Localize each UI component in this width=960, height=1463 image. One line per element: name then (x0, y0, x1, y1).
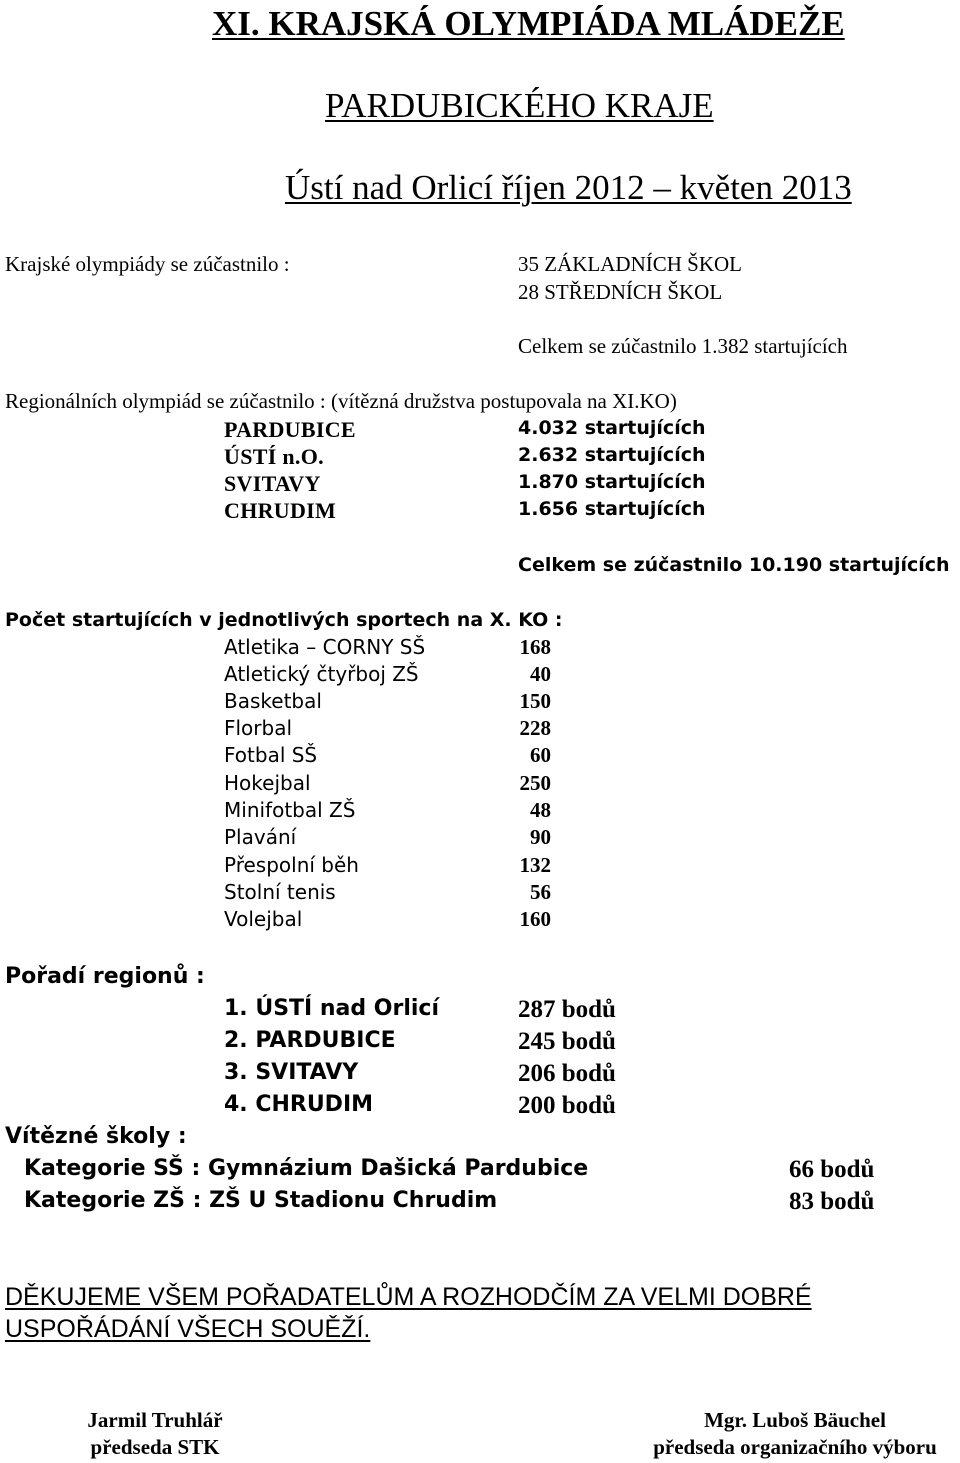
regional-value: 1.656 startujících (518, 498, 706, 520)
sport-count: 48 (530, 798, 551, 822)
sports-label: Počet startujících v jednotlivých sportech na X. KO : (5, 609, 563, 631)
signature-role: předseda STK (90, 1435, 220, 1459)
regional-name: SVITAVY (224, 471, 321, 496)
ranking-label: Pořadí regionů : (5, 964, 205, 989)
county-basic-schools: 35 ZÁKLADNÍCH ŠKOL (518, 252, 742, 276)
sport-name: Fotbal SŠ (224, 743, 318, 767)
ranking-place: 3. SVITAVY (224, 1060, 359, 1085)
county-label: Krajské olympiády se zúčastnilo : (5, 252, 290, 276)
thanks-line-2: USPOŘÁDÁNÍ VŠECH SOUĚŽÍ. (5, 1315, 371, 1343)
regional-total: Celkem se zúčastnilo 10.190 startujících (518, 554, 950, 576)
sport-count: 60 (530, 743, 551, 767)
sport-name: Minifotbal ZŠ (224, 798, 356, 822)
regional-label: Regionálních olympiád se zúčastnilo : (vítězná družstva postupovala na XI.KO) (5, 389, 677, 413)
sport-name: Hokejbal (224, 771, 311, 795)
winner-points: 66 bodů (789, 1156, 875, 1183)
title-line-1: XI. KRAJSKÁ OLYMPIÁDA MLÁDEŽE (212, 4, 845, 43)
winner-category: Kategorie ZŠ : ZŠ U Stadionu Chrudim (24, 1188, 498, 1213)
sport-name: Florbal (224, 716, 293, 740)
regional-value: 1.870 startujících (518, 471, 706, 493)
title-line-3: Ústí nad Orlicí říjen 2012 – květen 2013 (285, 168, 852, 207)
sport-name: Stolní tenis (224, 880, 336, 904)
ranking-place: 1. ÚSTÍ nad Orlicí (224, 996, 440, 1021)
ranking-points: 287 bodů (518, 996, 616, 1023)
ranking-points: 245 bodů (518, 1028, 616, 1055)
regional-value: 4.032 startujících (518, 417, 706, 439)
signature-role: předseda organizačního výboru (653, 1435, 937, 1459)
sport-count: 228 (519, 716, 551, 740)
sport-count: 160 (519, 907, 551, 931)
title-line-2: PARDUBICKÉHO KRAJE (325, 86, 714, 125)
winners-label: Vítězné školy : (5, 1124, 187, 1149)
signature-name: Mgr. Luboš Bäuchel (704, 1408, 886, 1432)
ranking-points: 206 bodů (518, 1060, 616, 1087)
ranking-place: 2. PARDUBICE (224, 1028, 396, 1053)
sport-name: Basketbal (224, 689, 322, 713)
sport-count: 90 (530, 825, 551, 849)
sport-name: Plavání (224, 825, 297, 849)
regional-value: 2.632 startujících (518, 444, 706, 466)
sport-name: Atletika – CORNY SŠ (224, 635, 426, 659)
regional-name: ÚSTÍ n.O. (224, 444, 324, 469)
regional-name: CHRUDIM (224, 498, 337, 523)
county-total: Celkem se zúčastnilo 1.382 startujících (518, 334, 848, 358)
sport-count: 132 (519, 853, 551, 877)
sport-name: Přespolní běh (224, 853, 359, 877)
winner-category: Kategorie SŠ : Gymnázium Dašická Pardubice (24, 1156, 589, 1181)
winner-points: 83 bodů (789, 1188, 875, 1215)
ranking-points: 200 bodů (518, 1092, 616, 1119)
sport-count: 40 (530, 662, 551, 686)
sport-name: Volejbal (224, 907, 303, 931)
sport-count: 168 (519, 635, 551, 659)
signature-name: Jarmil Truhlář (87, 1408, 223, 1432)
sport-count: 150 (519, 689, 551, 713)
ranking-place: 4. CHRUDIM (224, 1092, 374, 1117)
county-high-schools: 28 STŘEDNÍCH ŠKOL (518, 280, 723, 304)
thanks-line-1: DĚKUJEME VŠEM POŘADATELŮM A ROZHODČÍM ZA VELMI DOBRÉ (5, 1283, 812, 1311)
sport-count: 56 (530, 880, 551, 904)
regional-name: PARDUBICE (224, 417, 356, 442)
sport-name: Atletický čtyřboj ZŠ (224, 662, 419, 686)
sport-count: 250 (519, 771, 551, 795)
